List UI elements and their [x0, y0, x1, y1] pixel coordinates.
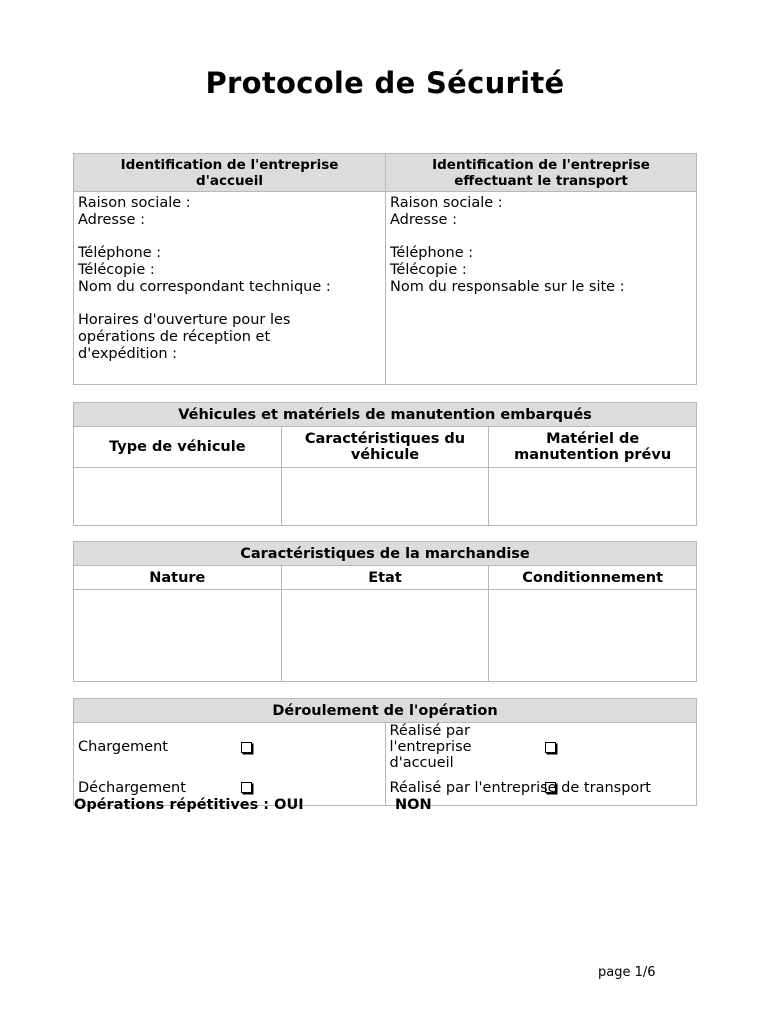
- accueil-label: [385, 723, 541, 772]
- col-nature: Nature: [74, 566, 282, 590]
- vehicules-table: [73, 402, 697, 526]
- header-entreprise-transport: [386, 154, 697, 192]
- transport-telecopie[interactable]: Télécopie :: [390, 262, 467, 278]
- operations-repetitives-non[interactable]: NON: [395, 797, 432, 813]
- col-conditionnement: Conditionnement: [489, 566, 697, 590]
- conditionnement-value[interactable]: [489, 590, 697, 682]
- accueil-raison-sociale[interactable]: Raison sociale :: [78, 195, 191, 211]
- operations-repetitives-oui[interactable]: Opérations répétitives : OUI: [74, 797, 304, 813]
- header-entreprise-accueil-label: Identification de l'entreprise d'accueil: [120, 156, 339, 189]
- col-materiel-manutention-label: Matériel de manutention prévu: [514, 431, 672, 463]
- header-entreprise-transport-label: Identification de l'entreprise effectuant le transport: [432, 156, 650, 189]
- deroulement-table: [73, 698, 697, 806]
- transport-checkbox[interactable]: [545, 782, 556, 793]
- identification-table: [73, 153, 697, 385]
- accueil-correspondant[interactable]: Nom du correspondant technique :: [78, 279, 331, 295]
- accueil-checkbox[interactable]: [545, 742, 556, 753]
- transport-text: Réalisé par l'entreprise de transport: [389, 779, 651, 796]
- accueil-adresse[interactable]: Adresse :: [78, 212, 145, 228]
- col-caracteristiques-vehicule: [281, 427, 489, 468]
- chargement-checkbox-cell: [229, 723, 385, 772]
- marchandise-header: Caractéristiques de la marchandise: [74, 542, 697, 566]
- header-entreprise-accueil: [74, 154, 386, 192]
- type-vehicule-value[interactable]: [74, 468, 282, 526]
- col-caracteristiques-vehicule-label: Caractéristiques du véhicule: [304, 431, 466, 463]
- chargement-text: Chargement: [78, 739, 168, 755]
- accueil-horaires[interactable]: Horaires d'ouverture pour les opérations de réception et d'expédition :: [78, 312, 291, 362]
- accueil-checkbox-cell: [541, 723, 697, 772]
- col-type-vehicule: Type de véhicule: [74, 427, 282, 468]
- transport-responsable[interactable]: Nom du responsable sur le site :: [390, 279, 625, 295]
- col-materiel-manutention: [489, 427, 697, 468]
- dechargement-text: Déchargement: [78, 779, 186, 796]
- page-title: Protocole de Sécurité: [205, 66, 565, 100]
- nature-value[interactable]: [74, 590, 282, 682]
- transport-raison-sociale[interactable]: Raison sociale :: [390, 195, 503, 211]
- accueil-text: Réalisé par l'entreprise d'accueil: [389, 723, 472, 771]
- marchandise-table: [73, 541, 697, 682]
- vehicules-header: Véhicules et matériels de manutention embarqués: [74, 403, 697, 427]
- page-number: page 1/6: [598, 965, 656, 980]
- col-etat: Etat: [281, 566, 489, 590]
- accueil-telephone[interactable]: Téléphone :: [78, 245, 162, 261]
- materiel-manutention-value[interactable]: [489, 468, 697, 526]
- dechargement-checkbox[interactable]: [241, 782, 252, 793]
- chargement-label: [74, 723, 230, 772]
- accueil-telecopie[interactable]: Télécopie :: [78, 262, 155, 278]
- transport-telephone[interactable]: Téléphone :: [390, 245, 474, 261]
- accueil-details-cell: [74, 192, 386, 385]
- chargement-checkbox[interactable]: [241, 742, 252, 753]
- etat-value[interactable]: [281, 590, 489, 682]
- transport-adresse[interactable]: Adresse :: [390, 212, 457, 228]
- deroulement-header: Déroulement de l'opération: [74, 699, 697, 723]
- transport-details-cell: [386, 192, 697, 385]
- caracteristiques-vehicule-value[interactable]: [281, 468, 489, 526]
